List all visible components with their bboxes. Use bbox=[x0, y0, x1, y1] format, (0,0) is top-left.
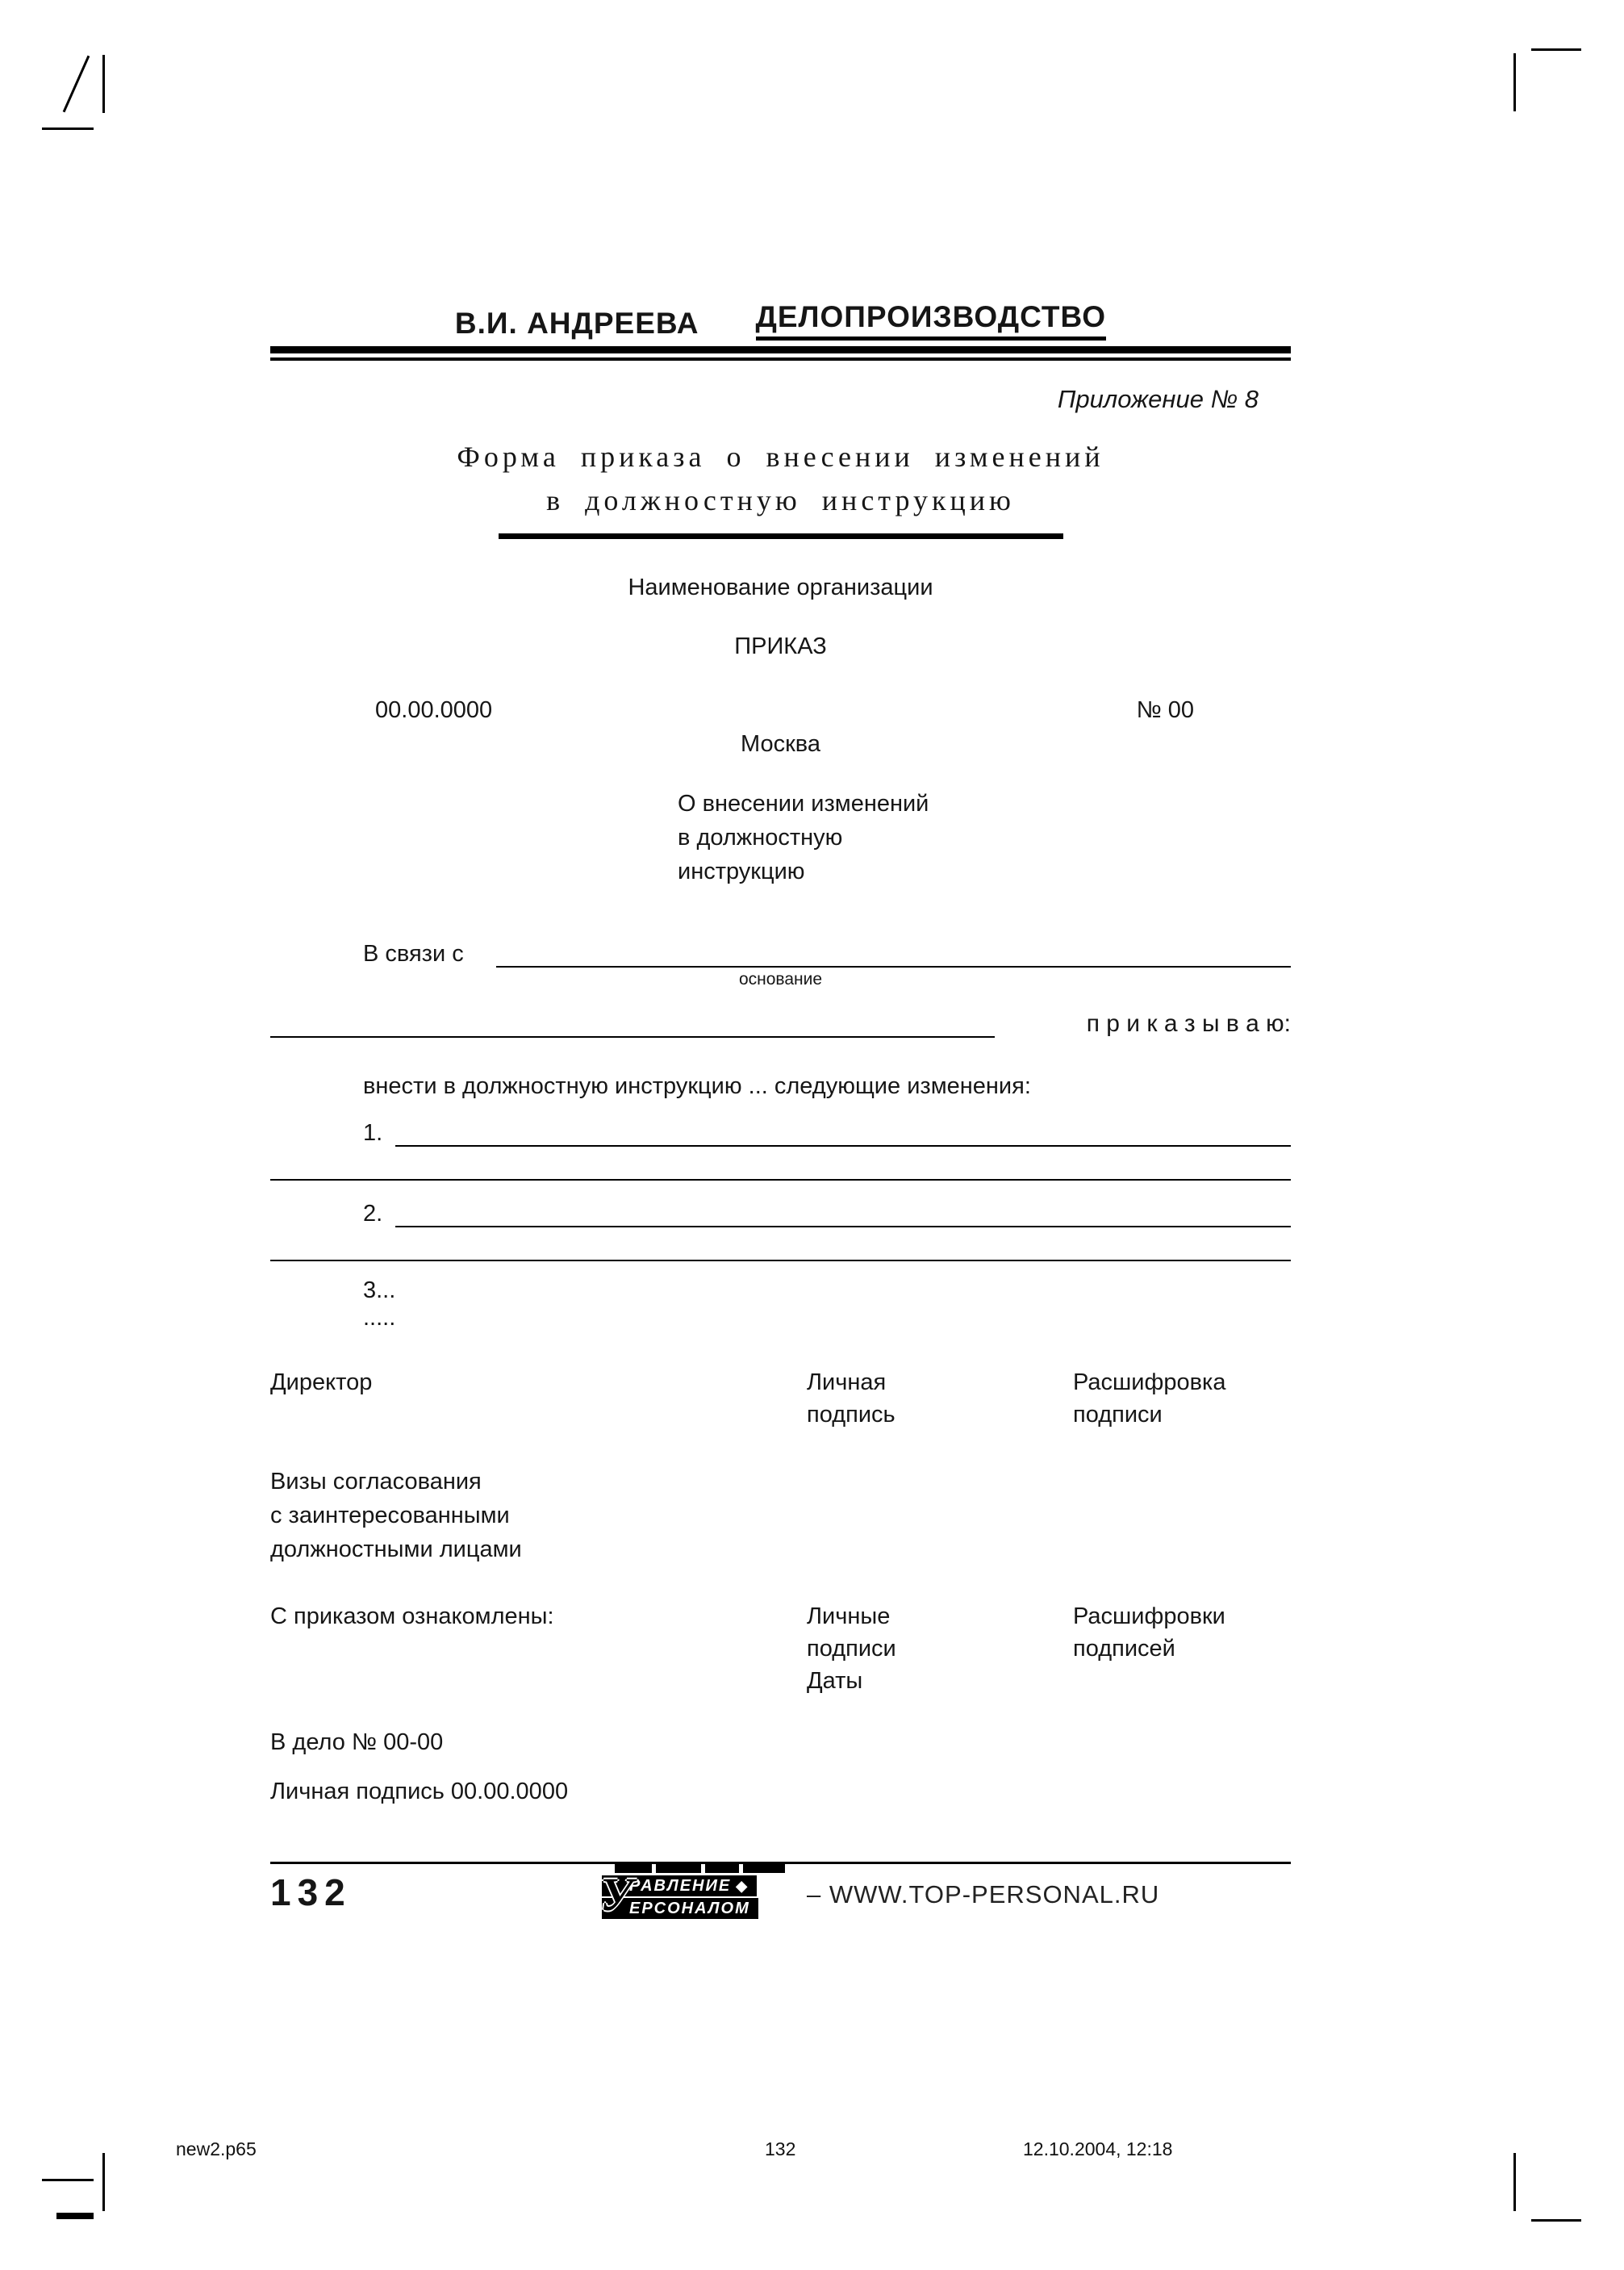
subject-line-3: инструкцию bbox=[678, 859, 805, 885]
form-title bbox=[270, 435, 1291, 522]
logo-text-line1: РАВЛЕНИЕ bbox=[629, 1877, 732, 1896]
decode-col-line1: Расшифровка bbox=[1073, 1369, 1226, 1395]
ack-sign-line2: подписи bbox=[807, 1636, 896, 1662]
visa-line-1: Визы согласования bbox=[270, 1468, 482, 1495]
org-name-line: Наименование организации bbox=[628, 575, 933, 600]
book-title: ДЕЛОПРОИЗВОДСТВО bbox=[756, 300, 1107, 341]
book-header bbox=[270, 300, 1291, 341]
personal-signature: Личная подпись 00.00.0000 bbox=[270, 1779, 569, 1805]
crop-mark bbox=[63, 56, 90, 113]
reason-row bbox=[363, 937, 1291, 968]
logo-strip bbox=[743, 1864, 785, 1873]
header-rule-thin bbox=[270, 357, 1291, 361]
subject-line-2: в должностную bbox=[678, 825, 843, 851]
item1-continuation-line bbox=[270, 1179, 1291, 1181]
reason-prefix: В связи с bbox=[363, 941, 464, 968]
item2-continuation-line bbox=[270, 1260, 1291, 1261]
logo-top-strips bbox=[615, 1864, 807, 1873]
file-note: В дело № 00-00 bbox=[270, 1729, 444, 1756]
page-number: 132 bbox=[270, 1871, 352, 1914]
order-number: № 00 bbox=[1136, 697, 1194, 723]
ack-sign-line3: Даты bbox=[807, 1668, 863, 1695]
visa-line-3: должностными лицами bbox=[270, 1536, 522, 1563]
date-number-row bbox=[270, 697, 1291, 726]
instruction-line: внести в должностную инструкцию ... следующие изменения: bbox=[363, 1073, 1031, 1100]
logo-bars bbox=[600, 1868, 807, 1921]
logo-diamond-icon: ◆ bbox=[736, 1878, 749, 1895]
reason-blank-line bbox=[496, 937, 1291, 968]
ack-decode-line1: Расшифровки bbox=[1073, 1603, 1225, 1630]
item1-blank-line bbox=[395, 1118, 1291, 1147]
print-timestamp: 12.10.2004, 12:18 bbox=[1023, 2138, 1173, 2159]
crop-mark bbox=[1513, 2153, 1516, 2211]
subject-block bbox=[678, 787, 1291, 888]
item1-label: 1. bbox=[363, 1120, 383, 1147]
acquainted-sign-col bbox=[807, 1600, 1073, 1697]
item-row-2 bbox=[363, 1198, 1291, 1227]
visa-block bbox=[270, 1465, 1291, 1566]
city-line: Москва bbox=[740, 731, 820, 757]
header-rule-thick bbox=[270, 346, 1291, 353]
director-sign-col bbox=[807, 1366, 1073, 1431]
director-decode-col bbox=[1073, 1366, 1291, 1431]
logo-text-line2: ЕРСОНАЛОМ bbox=[629, 1900, 750, 1918]
crop-mark bbox=[56, 2213, 94, 2219]
form-title-line1: Форма приказа о внесении изменений bbox=[457, 441, 1104, 473]
sign-col-line1: Личная bbox=[807, 1369, 887, 1395]
crop-mark bbox=[42, 2179, 94, 2181]
visa-line-2: с заинтересованными bbox=[270, 1503, 510, 1529]
acquainted-row bbox=[270, 1600, 1291, 1697]
item3-label: 3... bbox=[363, 1277, 396, 1304]
acquainted-title-text: С приказом ознакомлены: bbox=[270, 1603, 554, 1630]
director-title bbox=[270, 1366, 807, 1431]
item3-dots: ..... bbox=[363, 1305, 396, 1331]
appendix-label: Приложение № 8 bbox=[1057, 385, 1259, 413]
publisher-logo bbox=[581, 1864, 807, 1919]
acquainted-decode-col bbox=[1073, 1600, 1291, 1697]
footer-row bbox=[270, 1868, 1291, 1935]
title-underline bbox=[499, 533, 1063, 539]
decree-row bbox=[270, 1007, 1291, 1038]
item-row-1 bbox=[363, 1118, 1291, 1147]
acquainted-title bbox=[270, 1600, 807, 1697]
crop-mark bbox=[102, 55, 105, 113]
ack-decode-line2: подписей bbox=[1073, 1636, 1175, 1662]
order-date: 00.00.0000 bbox=[375, 697, 493, 723]
doc-type: ПРИКАЗ bbox=[734, 633, 827, 659]
crop-mark bbox=[1513, 53, 1516, 111]
decode-col-line2: подписи bbox=[1073, 1401, 1163, 1428]
crop-mark bbox=[102, 2153, 105, 2211]
logo-strip bbox=[656, 1864, 701, 1873]
director-title-text: Директор bbox=[270, 1369, 373, 1395]
item2-label: 2. bbox=[363, 1201, 383, 1227]
decree-blank-line bbox=[270, 1007, 995, 1038]
book-author: В.И. АНДРЕЕВА bbox=[454, 307, 699, 340]
print-page: 132 bbox=[765, 2138, 796, 2159]
website-link: – WWW.TOP-PERSONAL.RU bbox=[807, 1880, 1160, 1909]
decree-word: п р и к а з ы в а ю: bbox=[1086, 1010, 1291, 1038]
sign-col-line2: подпись bbox=[807, 1401, 895, 1428]
ack-sign-line1: Личные bbox=[807, 1603, 891, 1630]
reason-caption: основание bbox=[738, 970, 823, 989]
logo-letter: У bbox=[600, 1868, 633, 1921]
crop-mark bbox=[1531, 2219, 1581, 2222]
director-signature-row bbox=[270, 1366, 1291, 1431]
form-title-line2: в должностную инструкцию bbox=[546, 484, 1015, 516]
subject-line-1: О внесении изменений bbox=[678, 791, 929, 817]
item2-blank-line bbox=[395, 1198, 1291, 1227]
page-content bbox=[270, 300, 1291, 1935]
print-filename: new2.p65 bbox=[176, 2138, 257, 2159]
logo-strip bbox=[705, 1864, 739, 1873]
crop-mark bbox=[42, 128, 94, 130]
crop-mark bbox=[1531, 48, 1581, 51]
